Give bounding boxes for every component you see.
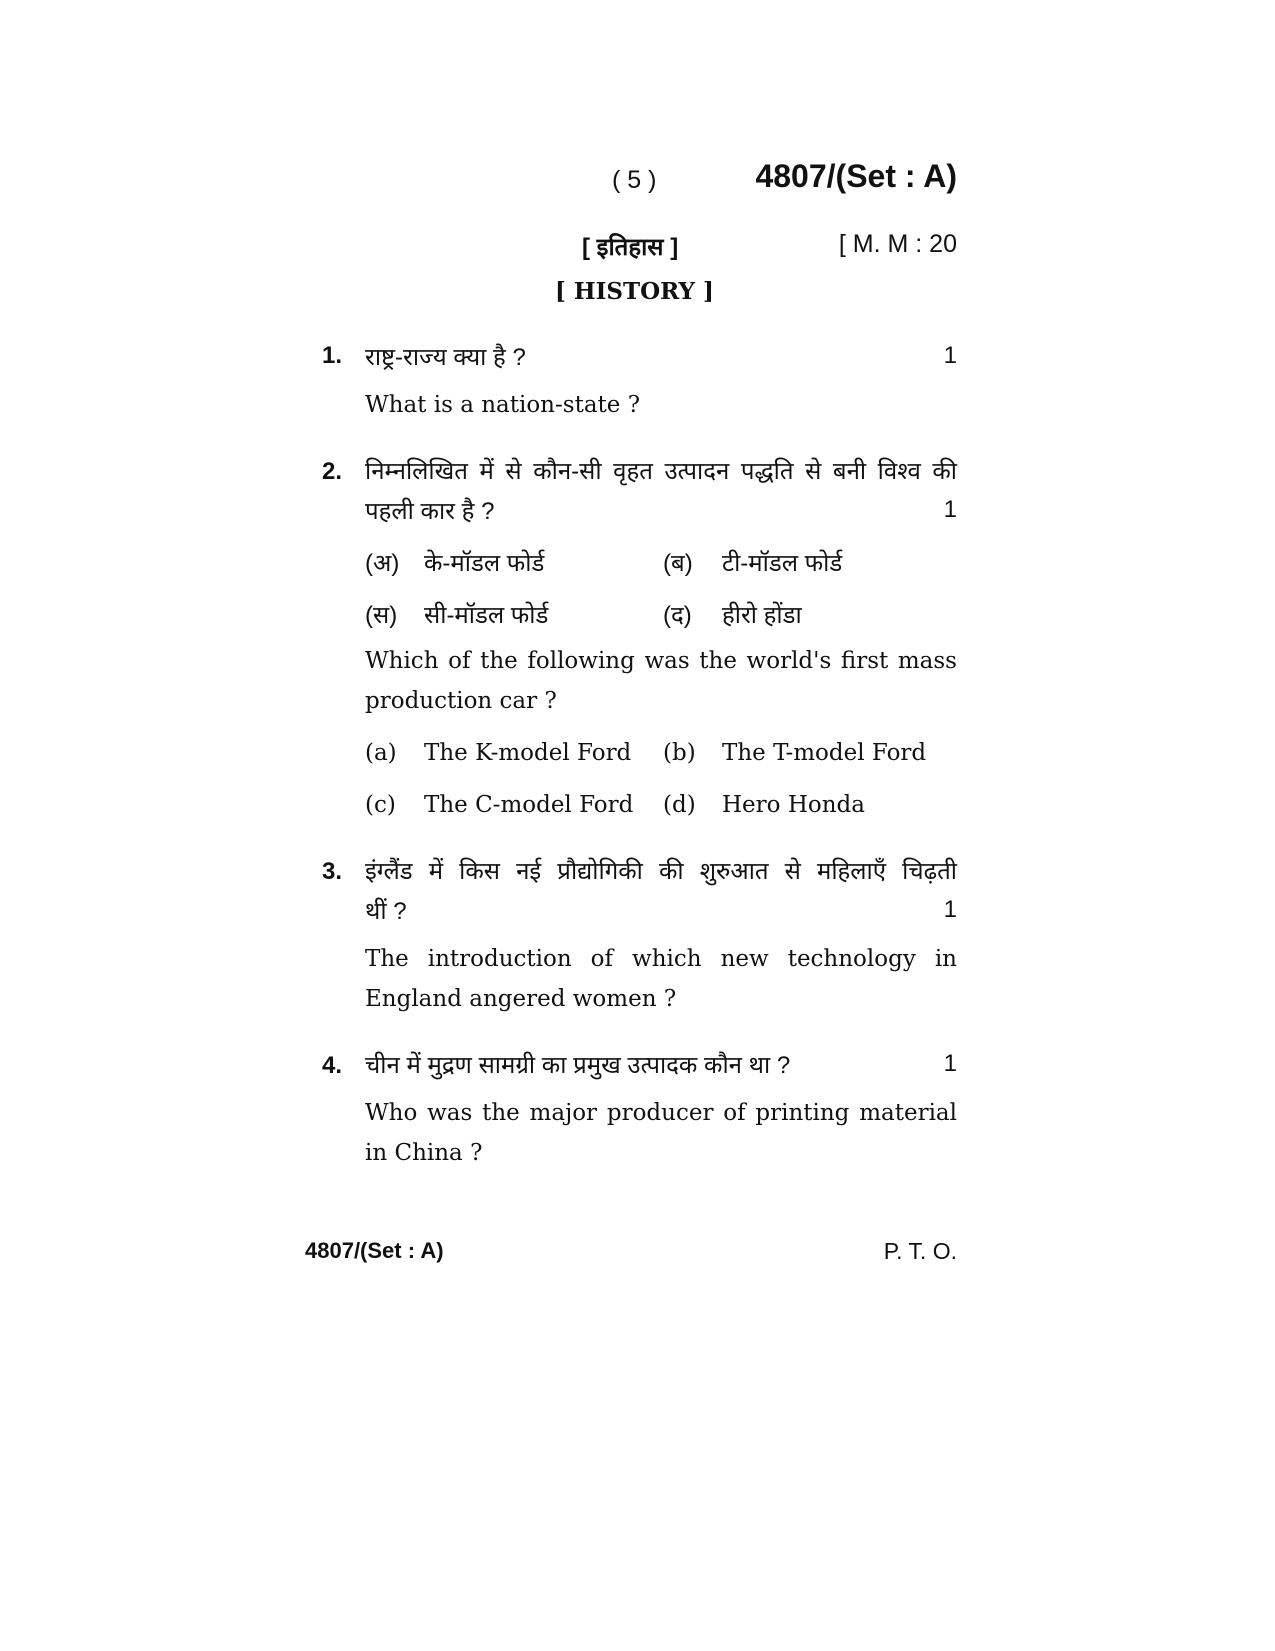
question-2-number: 2.	[322, 458, 343, 485]
paper-code: 4807/(Set : A)	[755, 158, 957, 194]
question-4-marks: 1	[943, 1050, 957, 1077]
q2-english-option-d-text: Hero Honda	[722, 792, 865, 818]
q2-hindi-option-d-key: (द)	[663, 602, 692, 629]
question-4-english-line2: in China ?	[365, 1140, 483, 1166]
question-2-hindi-line1: निम्नलिखित में से कौन-सी वृहत उत्पादन पद्धति से बनी विश्व की	[365, 458, 957, 485]
question-2-english-line1: Which of the following was the world's first mass	[365, 648, 957, 674]
question-2-english-line2: production car ?	[365, 688, 557, 714]
question-3-number: 3.	[322, 858, 343, 885]
footer-pto: P. T. O.	[883, 1238, 957, 1264]
q2-english-option-b-text: The T-model Ford	[722, 740, 927, 766]
q2-english-option-a-text: The K-model Ford	[424, 740, 632, 766]
subject-title-english: [ HISTORY ]	[555, 278, 714, 305]
q2-hindi-option-b-key: (ब)	[663, 550, 693, 577]
question-1-marks: 1	[943, 342, 957, 369]
question-3-hindi-line1: इंग्लैंड में किस नई प्रौद्योगिकी की शुरुआत से महिलाएँ चिढ़ती	[365, 858, 957, 885]
page-number: ( 5 )	[612, 166, 657, 194]
q2-english-option-d-key: (d)	[663, 792, 696, 818]
footer-paper-code: 4807/(Set : A)	[305, 1238, 444, 1263]
q2-hindi-option-b-text: टी-मॉडल फोर्ड	[722, 550, 843, 577]
q2-hindi-option-c-key: (स)	[365, 602, 398, 629]
question-3-english-line1: The introduction of which new technology in	[365, 946, 957, 972]
q2-english-option-c-key: (c)	[365, 792, 396, 818]
question-4-hindi: चीन में मुद्रण सामग्री का प्रमुख उत्पादक कौन था ?	[365, 1052, 791, 1079]
q2-hindi-option-a-text: के-मॉडल फोर्ड	[424, 550, 545, 577]
q2-hindi-option-d-text: हीरो होंडा	[722, 602, 802, 629]
question-4-english-line1: Who was the major producer of printing material	[365, 1100, 957, 1126]
question-1-number: 1.	[322, 342, 343, 369]
question-2-marks: 1	[943, 496, 957, 523]
question-2-hindi-line2: पहली कार है ?	[365, 498, 495, 525]
max-marks: [ M. M : 20	[838, 230, 957, 258]
q2-english-option-c-text: The C-model Ford	[424, 792, 634, 818]
question-3-hindi-line2: थीं ?	[365, 898, 407, 925]
question-3-marks: 1	[943, 896, 957, 923]
q2-hindi-option-a-key: (अ)	[365, 550, 400, 577]
question-3-english-line2: England angered women ?	[365, 986, 677, 1012]
q2-english-option-b-key: (b)	[663, 740, 696, 766]
question-1-hindi: राष्ट्र-राज्य क्या है ?	[365, 344, 526, 371]
question-1-english: What is a nation-state ?	[365, 392, 641, 418]
q2-hindi-option-c-text: सी-मॉडल फोर्ड	[424, 602, 549, 629]
question-4-number: 4.	[322, 1052, 343, 1079]
q2-english-option-a-key: (a)	[365, 740, 397, 766]
subject-title-hindi: [ इतिहास ]	[582, 234, 679, 261]
